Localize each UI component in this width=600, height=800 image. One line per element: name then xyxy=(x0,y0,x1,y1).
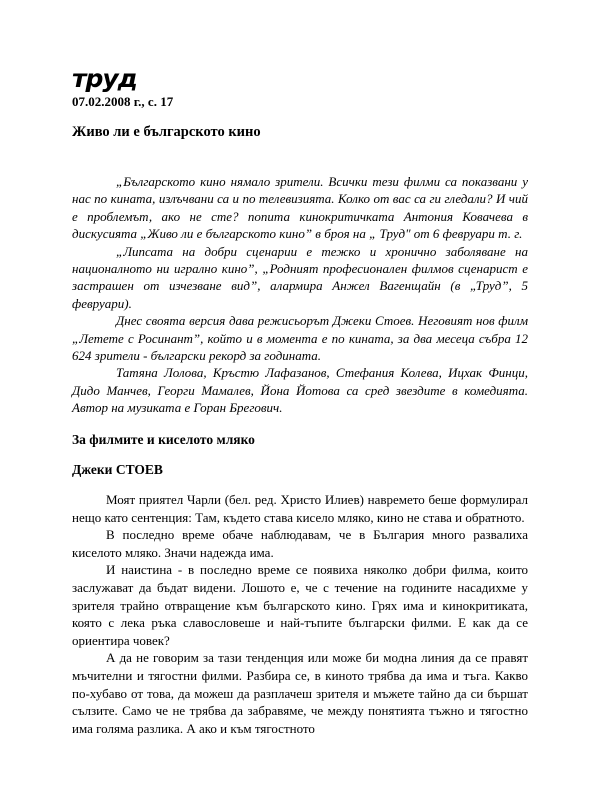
intro-block xyxy=(72,173,528,417)
author-byline: Джеки СТОЕВ xyxy=(72,462,163,477)
publication-date: 07.02.2008 г., с. 17 xyxy=(72,94,174,109)
body-paragraph: А да не говорим за тази тенденция или може би модна линия да се правят мъчителни и тягостни филми. Разбира се, в киното трябва да има и тъга. Какво по-хубаво от това, да можеш да разплачеш зрителя и мъжете тайно да си бършат сълзите. Само че не трябва да забравяме, че между понятията тъжно и тягостно има голяма разлика. А ако и към тягостното xyxy=(72,650,528,736)
newspaper-logo: труд xyxy=(72,64,137,93)
intro-paragraph: Татяна Лолова, Кръстю Лафазанов, Стефания Колева, Ицхак Финци, Дидо Манчев, Георги Мамалев, Йона Йотова са сред звездите в комедията. Автор на музиката е Горан Брегович. xyxy=(72,365,528,416)
intro-paragraph: „Българското кино нямало зрители. Всички тези филми са показвани у нас по кината, излъчвани са и по телевизията. Колко от вас са ги гледали? И чий е проблемът, ако не сте? попита кинокритичката Антония Ковачева в дискусията „Живо ли е българското кино” в броя на „ Труд" от 6 февруари т. г. xyxy=(72,174,528,242)
body-paragraph: В последно време обаче наблюдавам, че в България много развалиха киселото мляко. Значи надежда има. xyxy=(72,527,528,560)
article-headline: Живо ли е българското кино xyxy=(72,124,261,140)
intro-paragraph: „Липсата на добри сценарии е тежко и хронично заболяване на националното ни игрално кино”, „Родният професионален филмов сценарист е застрашен от изчезване вид”, алармира Анжел Вагенщайн (в „Труд”, 5 февруари). xyxy=(72,243,528,311)
body-paragraph: И наистина - в последно време се появиха няколко добри филма, които заслужават да бъдат видени. Лошото е, че с течение на годините насадихме у зрителя трайно отвращение към българското кино. Грях има и кинокритиката, която с лека ръка славословеше и най-тъпите български филми. Е как да се ориентира човек? xyxy=(72,562,528,648)
body-paragraph: Моят приятел Чарли (бел. ред. Христо Илиев) навремето беше формулирал нещо като сентенция: Там, където става кисело мляко, кино не става и обратното. xyxy=(72,492,528,525)
article-body xyxy=(72,491,528,737)
section-title: За филмите и киселото мляко xyxy=(72,432,255,447)
intro-paragraph: Днес своята версия дава режисьорът Джеки Стоев. Неговият нов филм „Летете с Росинант”, който и в момента е по кината, за два месеца събра 12 624 зрители - български рекорд за годината. xyxy=(72,313,528,364)
